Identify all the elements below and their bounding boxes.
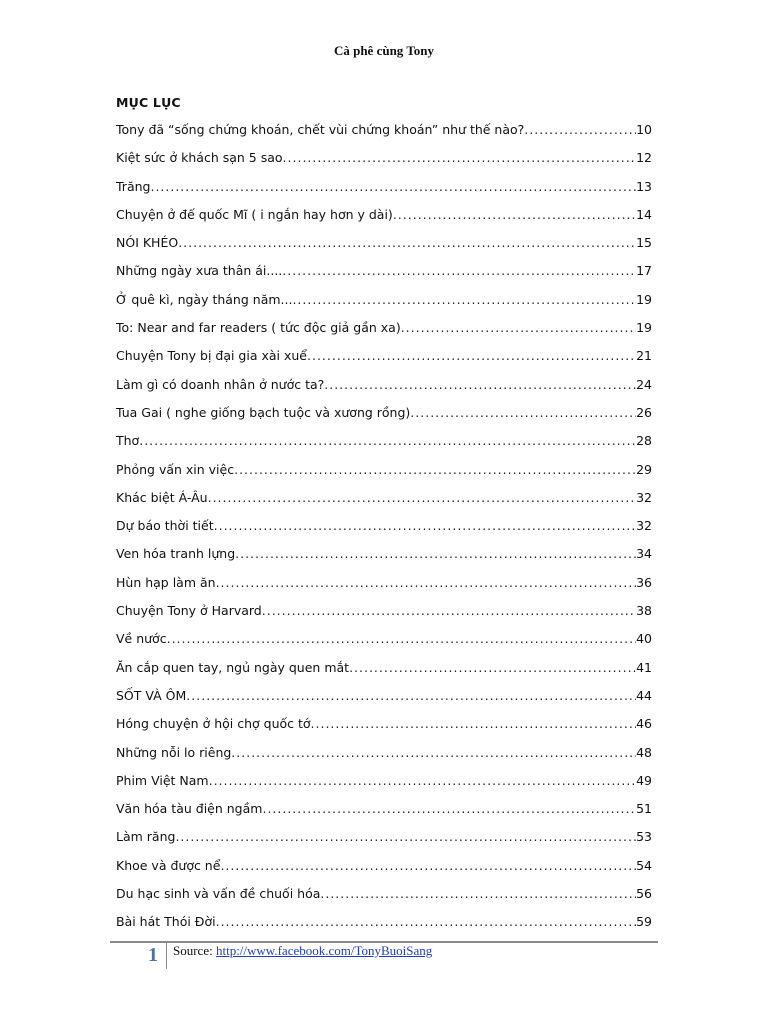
toc-entry-page: 34 <box>636 546 652 562</box>
toc-entry-page: 12 <box>636 150 652 166</box>
toc-dot-leader <box>167 631 637 646</box>
toc-entry-title: Tony đã “sống chứng khoán, chết vùi chứng khoán” như thế nào? <box>116 122 525 137</box>
toc-entry-page: 26 <box>636 404 652 420</box>
toc-entry[interactable] <box>116 716 652 744</box>
toc-entry[interactable] <box>116 320 652 348</box>
toc-entry[interactable] <box>116 688 652 716</box>
toc-entry[interactable] <box>116 150 652 178</box>
toc-entry-page: 17 <box>636 263 652 279</box>
toc-entry-page: 13 <box>636 178 652 194</box>
toc-entry-title: To: Near and far readers ( tức độc giả gần xa) <box>116 320 401 336</box>
toc-entry-title: Kiệt sức ở khách sạn 5 sao <box>116 150 283 166</box>
toc-entry-page: 32 <box>636 489 652 505</box>
source-line <box>173 943 432 959</box>
toc-entry-page: 40 <box>636 631 652 647</box>
toc-entry-page: 51 <box>636 801 652 817</box>
toc-dot-leader <box>209 773 637 788</box>
toc-dot-leader <box>175 829 636 844</box>
toc-entry-page: 19 <box>636 291 652 307</box>
toc-entry-page: 46 <box>636 716 652 732</box>
toc-entry-page: 21 <box>636 348 652 364</box>
toc-entry-page: 36 <box>636 574 652 590</box>
toc-dot-leader <box>178 235 636 250</box>
toc-entry[interactable] <box>116 263 652 291</box>
toc-entry[interactable] <box>116 462 652 490</box>
toc-entry-page: 28 <box>636 433 652 449</box>
toc-entry-page: 56 <box>636 886 652 902</box>
toc-dot-leader <box>150 179 636 194</box>
toc-entry-title: Bài hát Thói Đời <box>116 914 216 930</box>
toc-entry-page: 59 <box>636 914 652 930</box>
toc-entry[interactable] <box>116 122 652 150</box>
toc-entry-title: Làm gì có doanh nhân ở nước ta? <box>116 376 325 392</box>
toc-entry-title: Ven hóa tranh lựng <box>116 546 236 562</box>
toc-entry[interactable] <box>116 292 652 320</box>
toc-entry[interactable] <box>116 745 652 773</box>
toc-entry-title: Chuyện ở đế quốc Mĩ ( i ngắn hay hơn y dài) <box>116 206 393 222</box>
toc-dot-leader <box>311 716 637 731</box>
toc-entry[interactable] <box>116 179 652 207</box>
toc-entry-title: Khoe và được nể <box>116 857 221 873</box>
toc-dot-leader <box>283 150 637 165</box>
toc-dot-leader <box>235 546 636 561</box>
toc-entry-page: 49 <box>636 772 652 788</box>
toc-entry-title: Phỏng vấn xin việc <box>116 461 235 477</box>
toc-entry-title: Du hạc sinh và vấn đề chuối hóa <box>116 886 321 902</box>
toc-entry-title: Phim Việt Nam <box>116 772 209 788</box>
toc-dot-leader <box>320 886 636 901</box>
toc-entry-title: Hóng chuyện ở hội chợ quốc tớ <box>116 716 311 732</box>
toc-entry[interactable] <box>116 858 652 886</box>
toc-entry-page: 14 <box>636 206 652 222</box>
toc-entry[interactable] <box>116 235 652 263</box>
toc-dot-leader <box>262 801 636 816</box>
toc-entry-title: Những nỗi lo riêng <box>116 744 232 760</box>
toc-entry-title: Khác biệt Á-Âu <box>116 489 208 505</box>
table-of-contents <box>116 122 652 943</box>
toc-entry-page: 48 <box>636 744 652 760</box>
toc-dot-leader <box>349 660 636 675</box>
toc-dot-leader <box>307 348 636 363</box>
toc-dot-leader <box>139 433 636 448</box>
toc-entry-page: 44 <box>636 687 652 703</box>
toc-entry-title: Những ngày xưa thân ái.... <box>116 263 283 279</box>
toc-dot-leader <box>282 263 636 278</box>
toc-entry-title: Tua Gai ( nghe giống bạch tuộc và xương rồng) <box>116 404 411 420</box>
toc-dot-leader <box>393 207 636 222</box>
toc-entry-title: Chuyện Tony bị đại gia xài xuể <box>116 348 307 364</box>
toc-entry-page: 41 <box>636 659 652 675</box>
toc-entry-page: 19 <box>636 320 652 336</box>
toc-dot-leader <box>324 377 636 392</box>
toc-dot-leader <box>186 688 636 703</box>
toc-entry-title: Ăn cắp quen tay, ngủ ngày quen mắt <box>116 659 350 675</box>
toc-dot-leader <box>410 405 636 420</box>
toc-heading: MỤC LỤC <box>116 95 181 110</box>
toc-entry-page: 15 <box>636 235 652 251</box>
toc-entry-title: Chuyện Tony ở Harvard <box>116 603 262 619</box>
toc-dot-leader <box>234 462 636 477</box>
toc-entry-title: SỐT VÀ ÔM <box>116 687 187 703</box>
toc-entry-title: Dự báo thời tiết <box>116 518 214 534</box>
toc-entry-page: 32 <box>636 518 652 534</box>
toc-entry[interactable] <box>116 518 652 546</box>
toc-entry[interactable] <box>116 886 652 914</box>
toc-entry[interactable] <box>116 914 652 942</box>
toc-dot-leader <box>401 320 636 335</box>
toc-entry[interactable] <box>116 631 652 659</box>
toc-entry[interactable] <box>116 801 652 829</box>
toc-entry-title: Văn hóa tàu điện ngầm <box>116 801 263 817</box>
toc-dot-leader <box>292 292 636 307</box>
source-link[interactable]: http://www.facebook.com/TonyBuoiSang <box>215 943 433 958</box>
toc-entry-page: 24 <box>636 376 652 392</box>
toc-entry-title: Trăng <box>116 178 151 194</box>
toc-entry[interactable] <box>116 348 652 376</box>
toc-entry-title: Hùn hạp làm ăn <box>116 574 216 590</box>
toc-entry-title: NÓI KHÉO <box>116 235 179 251</box>
toc-dot-leader <box>214 518 636 533</box>
toc-dot-leader <box>262 603 636 618</box>
toc-entry[interactable] <box>116 405 652 433</box>
toc-entry-page: 53 <box>636 829 652 845</box>
toc-dot-leader <box>524 122 636 137</box>
page-number: 1 <box>148 944 158 966</box>
toc-entry-title: Về nước <box>116 631 167 647</box>
toc-entry-page: 29 <box>636 461 652 477</box>
toc-dot-leader <box>231 745 636 760</box>
toc-entry[interactable] <box>116 207 652 235</box>
toc-entry-page: 10 <box>636 122 652 137</box>
toc-entry-title: Làm răng <box>116 829 176 845</box>
toc-dot-leader <box>220 858 636 873</box>
toc-entry[interactable] <box>116 773 652 801</box>
toc-entry[interactable] <box>116 575 652 603</box>
toc-entry[interactable] <box>116 603 652 631</box>
toc-entry[interactable] <box>116 490 652 518</box>
toc-entry-page: 54 <box>636 857 652 873</box>
toc-entry-title: Thơ <box>116 433 140 449</box>
toc-dot-leader <box>208 490 637 505</box>
toc-entry[interactable] <box>116 433 652 461</box>
toc-entry[interactable] <box>116 829 652 857</box>
toc-dot-leader <box>216 575 637 590</box>
toc-entry-page: 38 <box>636 603 652 619</box>
toc-entry[interactable] <box>116 377 652 405</box>
running-header: Cà phê cùng Tony <box>333 43 435 58</box>
footer-separator <box>166 943 167 969</box>
toc-entry[interactable] <box>116 660 652 688</box>
source-label: Source: <box>173 943 216 958</box>
toc-entry-title: Ở quê kì, ngày tháng năm... <box>116 291 293 307</box>
toc-entry[interactable] <box>116 546 652 574</box>
toc-dot-leader <box>216 914 636 929</box>
